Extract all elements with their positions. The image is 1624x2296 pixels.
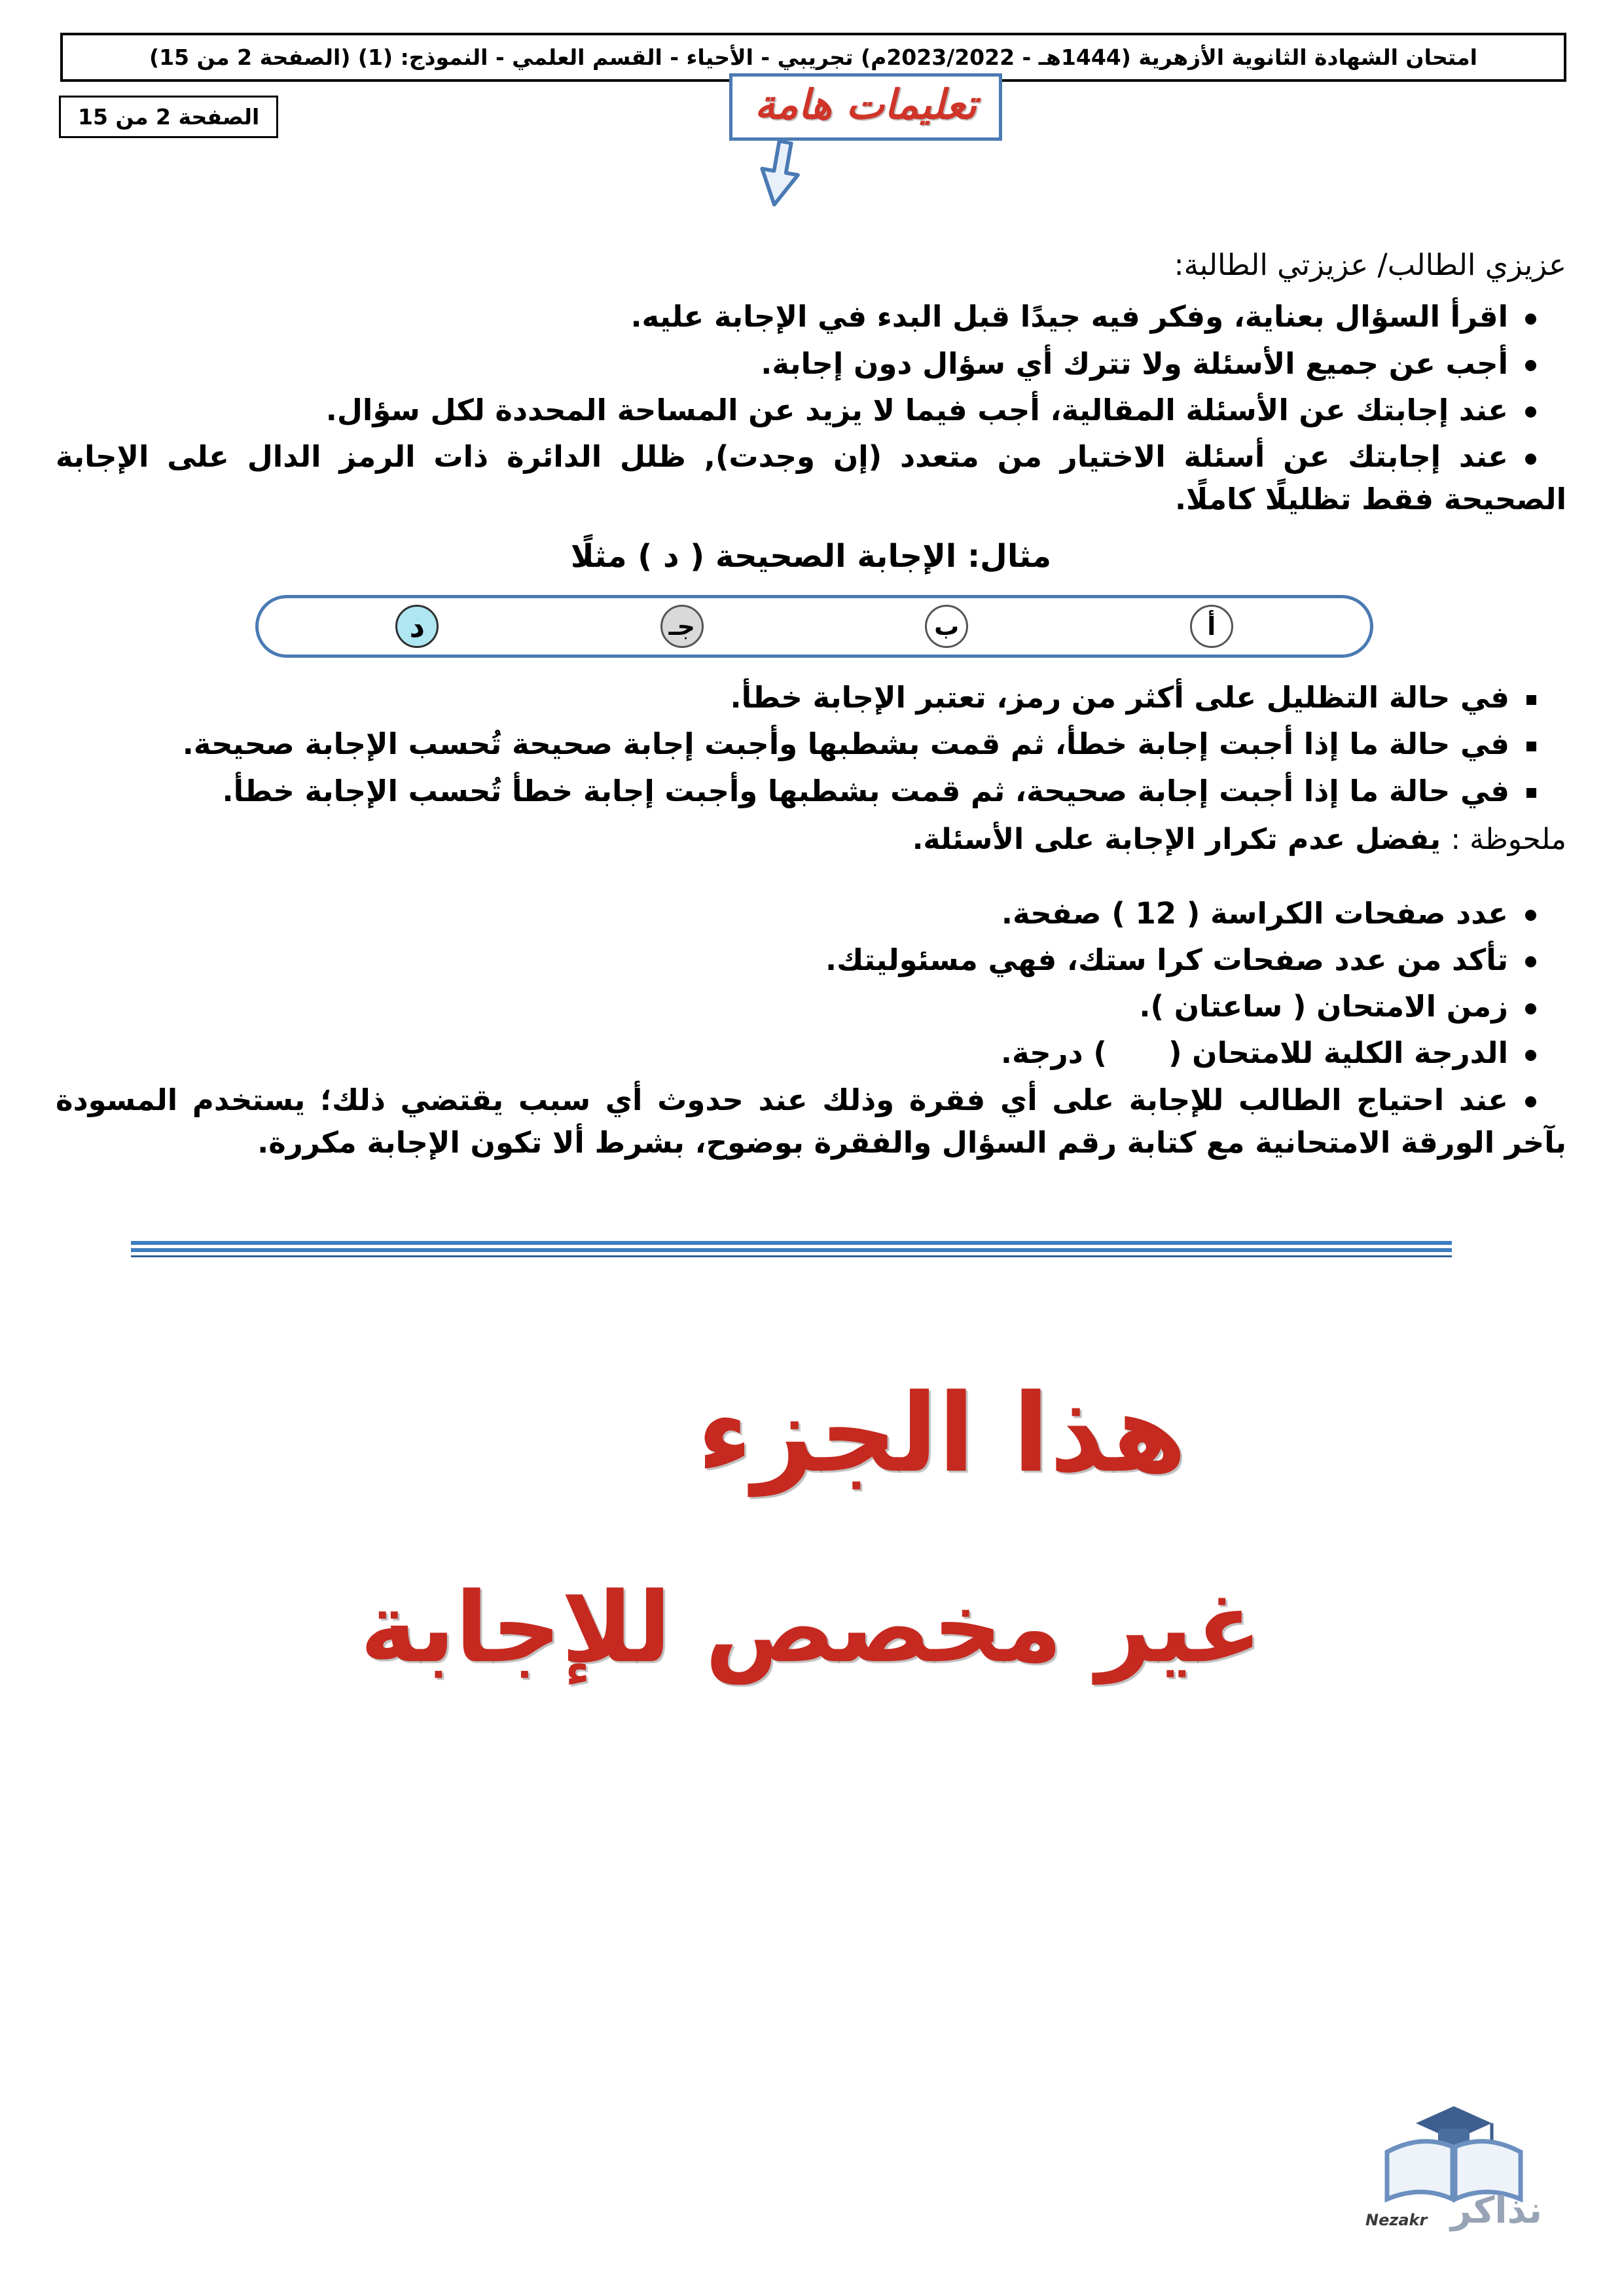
instruction-text: عند احتياج الطالب للإجابة على أي فقرة وذلك عند حدوث أي سبب يقتضي ذلك؛ يستخدم المسودة بآخر الورقة الامتحانية مع كتابة رقم السؤال والفقرة بوضوح، بشرط ألا تكون الإجابة مكررة. (56, 1082, 1566, 1160)
note-line (56, 819, 1566, 861)
student-greeting: عزيزي الطالب/ عزيزتي الطالبة: (1174, 247, 1566, 282)
square-bullet-icon (1526, 695, 1536, 705)
instruction-item (56, 892, 1566, 935)
answer-option-jeem (660, 605, 704, 648)
instructions-list-bottom (56, 892, 1566, 1164)
instruction-item (56, 723, 1566, 765)
instruction-text: في حالة ما إذا أجبت إجابة خطأ، ثم قمت بشطبها وأجبت إجابة صحيحة تُحسب الإجابة صحيحة. (182, 726, 1509, 762)
instruction-item (56, 1031, 1566, 1074)
bullet-icon (1525, 956, 1536, 967)
instructions-list-mid (56, 676, 1566, 812)
instructions-content (56, 243, 1566, 1698)
example-line: مثال: الإجابة الصحيحة ( د ) مثلًا (570, 537, 1052, 575)
instructions-list-top (56, 295, 1566, 520)
instruction-text: الدرجة الكلية للامتحان ( ) درجة. (1000, 1035, 1508, 1071)
bullet-icon (1525, 1050, 1536, 1061)
answer-option-alef (1190, 605, 1233, 648)
answer-option-label: أ (1207, 611, 1216, 641)
instruction-item (56, 435, 1566, 521)
instruction-item (56, 939, 1566, 981)
bullet-icon (1525, 360, 1536, 371)
page-number-badge (59, 96, 278, 138)
not-for-answer-section (56, 1355, 1566, 1698)
instruction-text: عند إجابتك عن أسئلة الاختيار من متعدد (إن وجدت), ظلل الدائرة ذات الرمز الدال على الإجابة الصحيحة فقط تظليلًا كاملًا. (56, 439, 1566, 517)
instruction-text: في حالة ما إذا أجبت إجابة صحيحة، ثم قمت بشطبها وأجبت إجابة خطأ تُحسب الإجابة خطأ. (222, 773, 1509, 808)
instruction-item (56, 770, 1566, 812)
instruction-item (56, 342, 1566, 385)
important-instructions-banner (729, 73, 1002, 141)
instruction-text: أجب عن جميع الأسئلة ولا تترك أي سؤال دون إجابة. (761, 346, 1508, 381)
note-label: ملحوظة : (1451, 822, 1566, 856)
square-bullet-icon (1526, 788, 1536, 798)
instruction-text: زمن الامتحان ( ساعتان ). (1139, 989, 1508, 1024)
nezakr-logo (1365, 2101, 1542, 2232)
instruction-text: في حالة التظليل على أكثر من رمز، تعتبر الإجابة خطأ. (730, 680, 1509, 715)
answer-option-label: جـ (668, 611, 695, 641)
page-number-text: الصفحة 2 من 15 (78, 104, 260, 130)
answer-option-dal-selected (395, 605, 439, 648)
section-divider (131, 1241, 1452, 1257)
instruction-text: عند إجابتك عن الأسئلة المقالية، أجب فيما لا يزيد عن المساحة المحددة لكل سؤال. (325, 392, 1508, 427)
square-bullet-icon (1526, 742, 1536, 751)
instruction-text: اقرأ السؤال بعناية، وفكر فيه جيدًا قبل البدء في الإجابة عليه. (630, 299, 1508, 334)
instruction-text: تأكد من عدد صفحات كرا ستك، فهي مسئوليتك. (825, 942, 1508, 977)
bullet-icon (1525, 314, 1536, 325)
answer-options-box (255, 595, 1373, 658)
logo-latin-text: Nezakr (1365, 2211, 1428, 2229)
answer-option-label: ب (934, 611, 960, 641)
instruction-item (56, 295, 1566, 338)
answer-option-baa (925, 605, 968, 648)
instruction-item (56, 389, 1566, 431)
answer-option-label: د (409, 608, 425, 644)
bullet-icon (1525, 454, 1536, 465)
bullet-icon (1525, 1003, 1536, 1014)
logo-arabic-text: نذاكر (1451, 2189, 1542, 2232)
banner-text: تعليمات هامة (754, 81, 977, 128)
instruction-item (56, 676, 1566, 719)
not-for-answer-line1: هذا الجزء (696, 1371, 1187, 1497)
bullet-icon (1525, 910, 1536, 921)
instruction-item (56, 985, 1566, 1028)
down-arrow-icon (747, 135, 813, 212)
bullet-icon (1525, 406, 1536, 418)
instruction-item (56, 1079, 1566, 1164)
instruction-text: عدد صفحات الكراسة ( 12 ) صفحة. (1001, 895, 1508, 931)
bullet-icon (1525, 1096, 1536, 1107)
note-text: يفضل عدم تكرار الإجابة على الأسئلة. (912, 822, 1441, 856)
not-for-answer-line2: غير مخصص للإجابة (359, 1571, 1263, 1685)
exam-header-title: امتحان الشهادة الثانوية الأزهرية (1444هـ - 2023/2022م) تجريبي - الأحياء - القسم العلمي - النموذج: (1) (الصفحة 2 من 15) (149, 45, 1477, 70)
